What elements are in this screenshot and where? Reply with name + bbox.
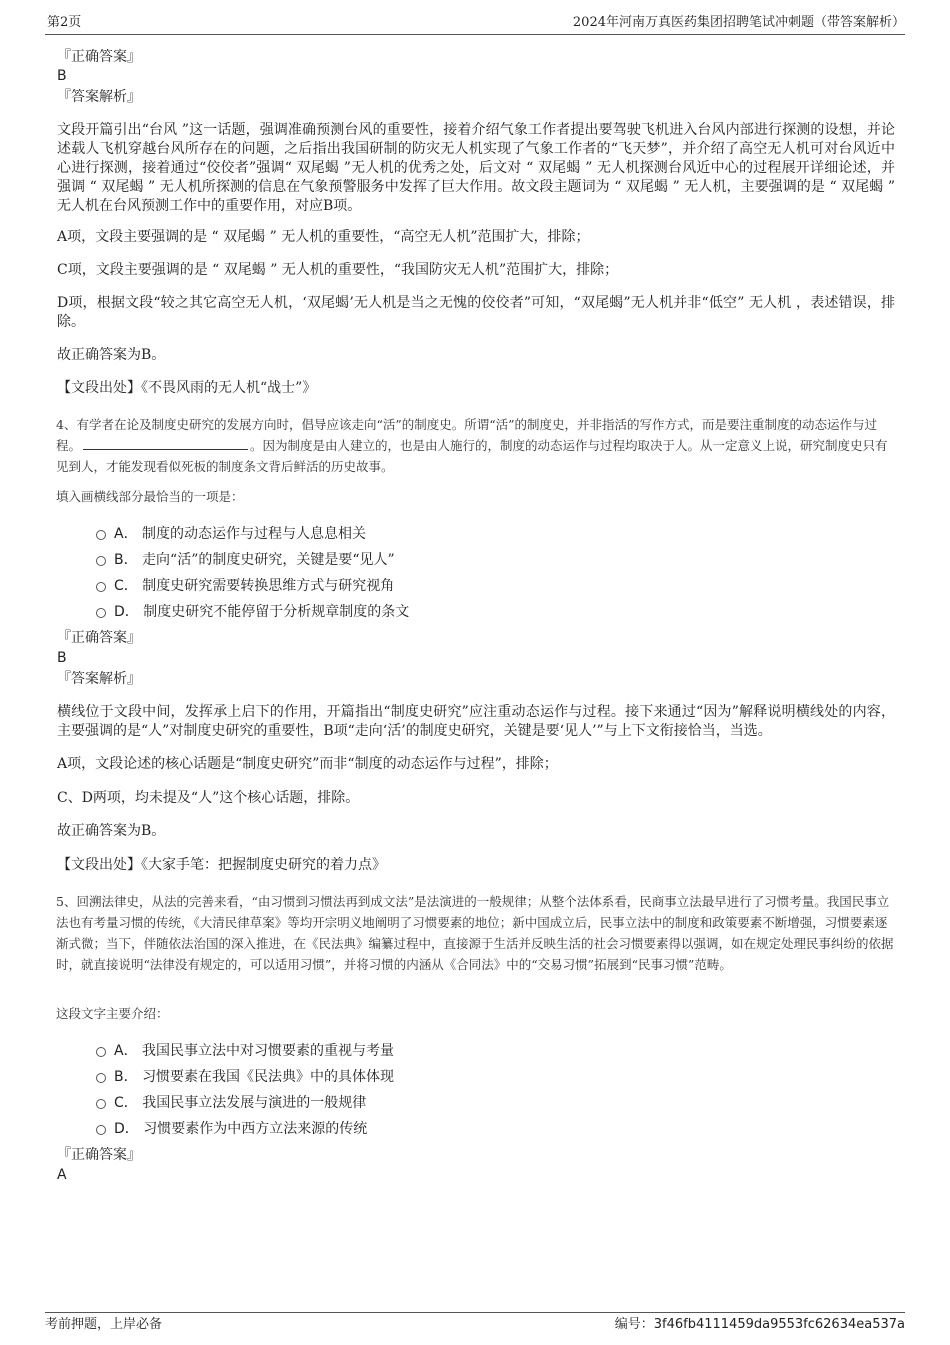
q4-prompt: 填入画横线部分最恰当的一项是： — [56, 489, 244, 504]
document-id-label: 编号： — [614, 1317, 654, 1332]
footer-slogan: 考前押题，上岸必备 — [45, 1317, 163, 1332]
q3-analysis-paragraph: 文段开篇引出“台风 ”这一话题，强调准确预测台风的重要性，接着介绍气象工作者提出要驾驶飞机进入台风内部进行探测的设想，并论述载人飞机穿越台风所存在的问题，之后指出我国研制的防灾无人机实现了气象工作者的“飞天梦”，并介绍了高空无人机可对台风近中心进行探测，接着通过“佼佼者”强调“ 双尾蝎 ”无人机的优秀之处，后文对 “ 双尾蝎 ” 无人机探测台风近中心的过程展开详细论述，并强调 “ 双尾蝎 ” 无人机所探测的信息在气象预警服务中发挥了巨大作用。故文段主题词为 “ 双尾蝎 ” 无人机，主要强调的是 “ 双尾蝎 ” 无人机在台风预测工作中的重要作用，对应B项。 — [57, 122, 895, 214]
q5-prompt: 这段文字主要介绍： — [56, 1006, 169, 1021]
q4-option-b[interactable]: B． 走向“活”的制度史研究，关键是要“见人” — [96, 550, 395, 570]
page-header — [45, 14, 905, 35]
q4-option-c[interactable]: C． 制度史研究需要转换思维方式与研究视角 — [96, 576, 394, 596]
q4-analysis-paragraph: 横线位于文段中间，发挥承上启下的作用，开篇指出“制度史研究”应注重动态运作与过程。接下来通过“因为”解释说明横线处的内容，主要强调的是“人”对制度史研究的重要性，B项“走向‘活’的制度史研究，关键是要‘见人’”与上下文衔接恰当，当选。 — [57, 704, 895, 739]
q4-option-cd-analysis: C、D两项，均未提及“人”这个核心话题，排除。 — [57, 790, 360, 806]
correct-answer-label: 『正确答案』 — [57, 49, 141, 65]
q3-conclusion: 故正确答案为B。 — [57, 347, 166, 363]
correct-answer-label: 『正确答案』 — [57, 630, 141, 646]
q3-option-a-analysis: A项，文段主要强调的是 “ 双尾蝎 ” 无人机的重要性，“高空无人机”范围扩大，排除； — [57, 229, 590, 245]
radio-icon[interactable] — [96, 556, 106, 566]
q4-source: 【文段出处】《大家手笔：把握制度史研究的着力点》 — [57, 857, 386, 873]
q4-blank-line — [83, 437, 248, 450]
q3-option-d-analysis: D项，根据文段“较之其它高空无人机，‘双尾蝎’无人机是当之无愧的佼佼者”可知，“双尾蝎”无人机并非“低空” 无人机 ，表述错误，排除。 — [57, 295, 895, 330]
q5-option-d[interactable]: D． 习惯要素作为中西方立法来源的传统 — [96, 1119, 367, 1139]
document-id — [615, 1315, 905, 1335]
page-number: 第2页 — [47, 15, 82, 30]
correct-answer-value: B — [57, 650, 67, 666]
q5-stem: 5、回溯法律史，从法的完善来看，“由习惯到习惯法再到成文法”是法演进的一般规律；从整个法体系看，民商事立法最早进行了习惯考量。我国民事立法也有考量习惯的传统，《大清民律草案》等均开宗明义地阐明了习惯要素的地位；新中国成立后，民事立法中的制度和政策要素不断增强，习惯要素逐渐式微；当下，伴随依法治国的深入推进，在《民法典》编纂过程中，直接源于生活并反映生活的社会习惯要素得以强调，如在规定处理民事纠纷的依据时，就直接说明“法律没有规定的，可以适用习惯”，并将习惯的内涵从《合同法》中的“交易习惯”拓展到“民事习惯”范畴。 — [56, 894, 894, 972]
q4-option-a[interactable]: A． 制度的动态运作与过程与人息息相关 — [96, 524, 366, 544]
radio-icon[interactable] — [96, 1073, 106, 1083]
analysis-label: 『答案解析』 — [57, 89, 141, 105]
correct-answer-value: B — [57, 68, 67, 84]
radio-icon[interactable] — [96, 582, 106, 592]
correct-answer-value: A — [57, 1167, 67, 1183]
q4-stem — [56, 414, 896, 477]
radio-icon[interactable] — [96, 1125, 106, 1135]
q4-stem-before: 4、有学者在论及制度史研究的发展方向时，倡导应该走向“活”的制度史。所谓“活”的制度史，并非指活的写作方式，而是要注重制度的动态运作与过程。 — [56, 417, 878, 453]
radio-icon[interactable] — [96, 1099, 106, 1109]
q4-stem-after: 。因为制度是由人建立的，也是由人施行的，制度的动态运作与过程均取决于人。从一定意义上说，研究制度史只有见到人，才能发现看似死板的制度条文背后鲜活的历史故事。 — [56, 438, 888, 474]
q5-option-b[interactable]: B． 习惯要素在我国《民法典》中的具体体现 — [96, 1067, 394, 1087]
q3-option-c-analysis: C项，文段主要强调的是 “ 双尾蝎 ” 无人机的重要性，“我国防灾无人机”范围扩大，排除； — [57, 262, 619, 278]
radio-icon[interactable] — [96, 530, 106, 540]
document-id-value: 3f46fb4111459da9553fc62634ea537a — [653, 1317, 905, 1332]
radio-icon[interactable] — [96, 1047, 106, 1057]
q4-conclusion: 故正确答案为B。 — [57, 823, 166, 839]
document-title: 2024年河南万真医药集团招聘笔试冲刺题（带答案解析） — [572, 15, 905, 30]
radio-icon[interactable] — [96, 608, 106, 618]
q4-option-d[interactable]: D． 制度史研究不能停留于分析规章制度的条文 — [96, 602, 409, 622]
page-footer — [45, 1312, 905, 1335]
correct-answer-label: 『正确答案』 — [57, 1147, 141, 1163]
q3-source: 【文段出处】《不畏风雨的无人机“战士”》 — [57, 380, 317, 396]
analysis-label: 『答案解析』 — [57, 671, 141, 687]
q5-option-a[interactable]: A． 我国民事立法中对习惯要素的重视与考量 — [96, 1041, 394, 1061]
q5-option-c[interactable]: C． 我国民事立法发展与演进的一般规律 — [96, 1093, 366, 1113]
q4-option-a-analysis: A项，文段论述的核心话题是“制度史研究”而非“制度的动态运作与过程”，排除； — [57, 756, 558, 772]
